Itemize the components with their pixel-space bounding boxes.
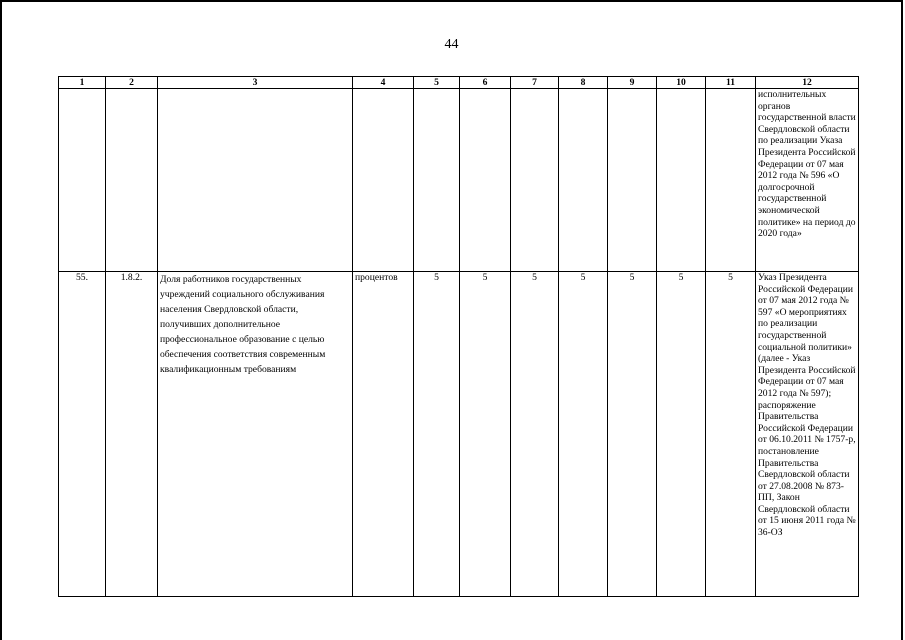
value-cell [559, 89, 608, 272]
page-border-right [901, 0, 903, 640]
value-cell: 5 [460, 272, 511, 597]
table-row [59, 89, 859, 272]
column-header: 4 [353, 77, 414, 89]
table-row [59, 272, 859, 597]
column-header: 11 [706, 77, 756, 89]
column-header: 8 [559, 77, 608, 89]
row-number [59, 89, 106, 272]
table-header-row [59, 77, 859, 89]
value-cell [657, 89, 706, 272]
column-header: 6 [460, 77, 511, 89]
column-header: 9 [608, 77, 657, 89]
value-cell [460, 89, 511, 272]
unit [353, 89, 414, 272]
row-code [106, 89, 158, 272]
column-header: 5 [414, 77, 460, 89]
column-header: 1 [59, 77, 106, 89]
unit: процентов [353, 272, 414, 597]
value-cell [706, 89, 756, 272]
value-cell: 5 [608, 272, 657, 597]
value-cell: 5 [657, 272, 706, 597]
value-cell [511, 89, 559, 272]
indicator-name: Доля работников государственных учреждений социального обслуживания населения Свердловской области, получивших дополнительное профессиональное образование с целью обеспечения соответствия современным квалификационным требованиям [158, 272, 353, 597]
value-cell: 5 [706, 272, 756, 597]
value-cell [608, 89, 657, 272]
page-number: 44 [444, 37, 459, 52]
value-cell: 5 [511, 272, 559, 597]
row-code: 1.8.2. [106, 272, 158, 597]
legal-basis: Указ Президента Российской Федерации от 07 мая 2012 года № 597 «О мероприятиях по реализации государственной социальной политики» (далее - Указ Президента Российской Федерации от 07 мая 2012 года № 597); распоряжение Правительства Российской Федерации от 06.10.2011 № 1757-р, постановление Правительства Свердловской области от 27.08.2008 № 873-ПП, Закон Свердловской области от 15 июня 2011 года № 36-ОЗ [756, 272, 859, 597]
page-border-left [0, 0, 2, 640]
column-header: 7 [511, 77, 559, 89]
row-number: 55. [59, 272, 106, 597]
column-header: 3 [158, 77, 353, 89]
value-cell [414, 89, 460, 272]
column-header: 12 [756, 77, 859, 89]
page-border-top [0, 0, 903, 2]
value-cell: 5 [414, 272, 460, 597]
column-header: 10 [657, 77, 706, 89]
indicator-name [158, 89, 353, 272]
value-cell: 5 [559, 272, 608, 597]
column-header: 2 [106, 77, 158, 89]
indicators-table [58, 76, 859, 597]
legal-basis: исполнительных органов государственной власти Свердловской области по реализации Указа Президента Российской Федерации от 07 мая 2012 года № 596 «О долгосрочной государственной экономической политике» на период до 2020 года» [756, 89, 859, 272]
